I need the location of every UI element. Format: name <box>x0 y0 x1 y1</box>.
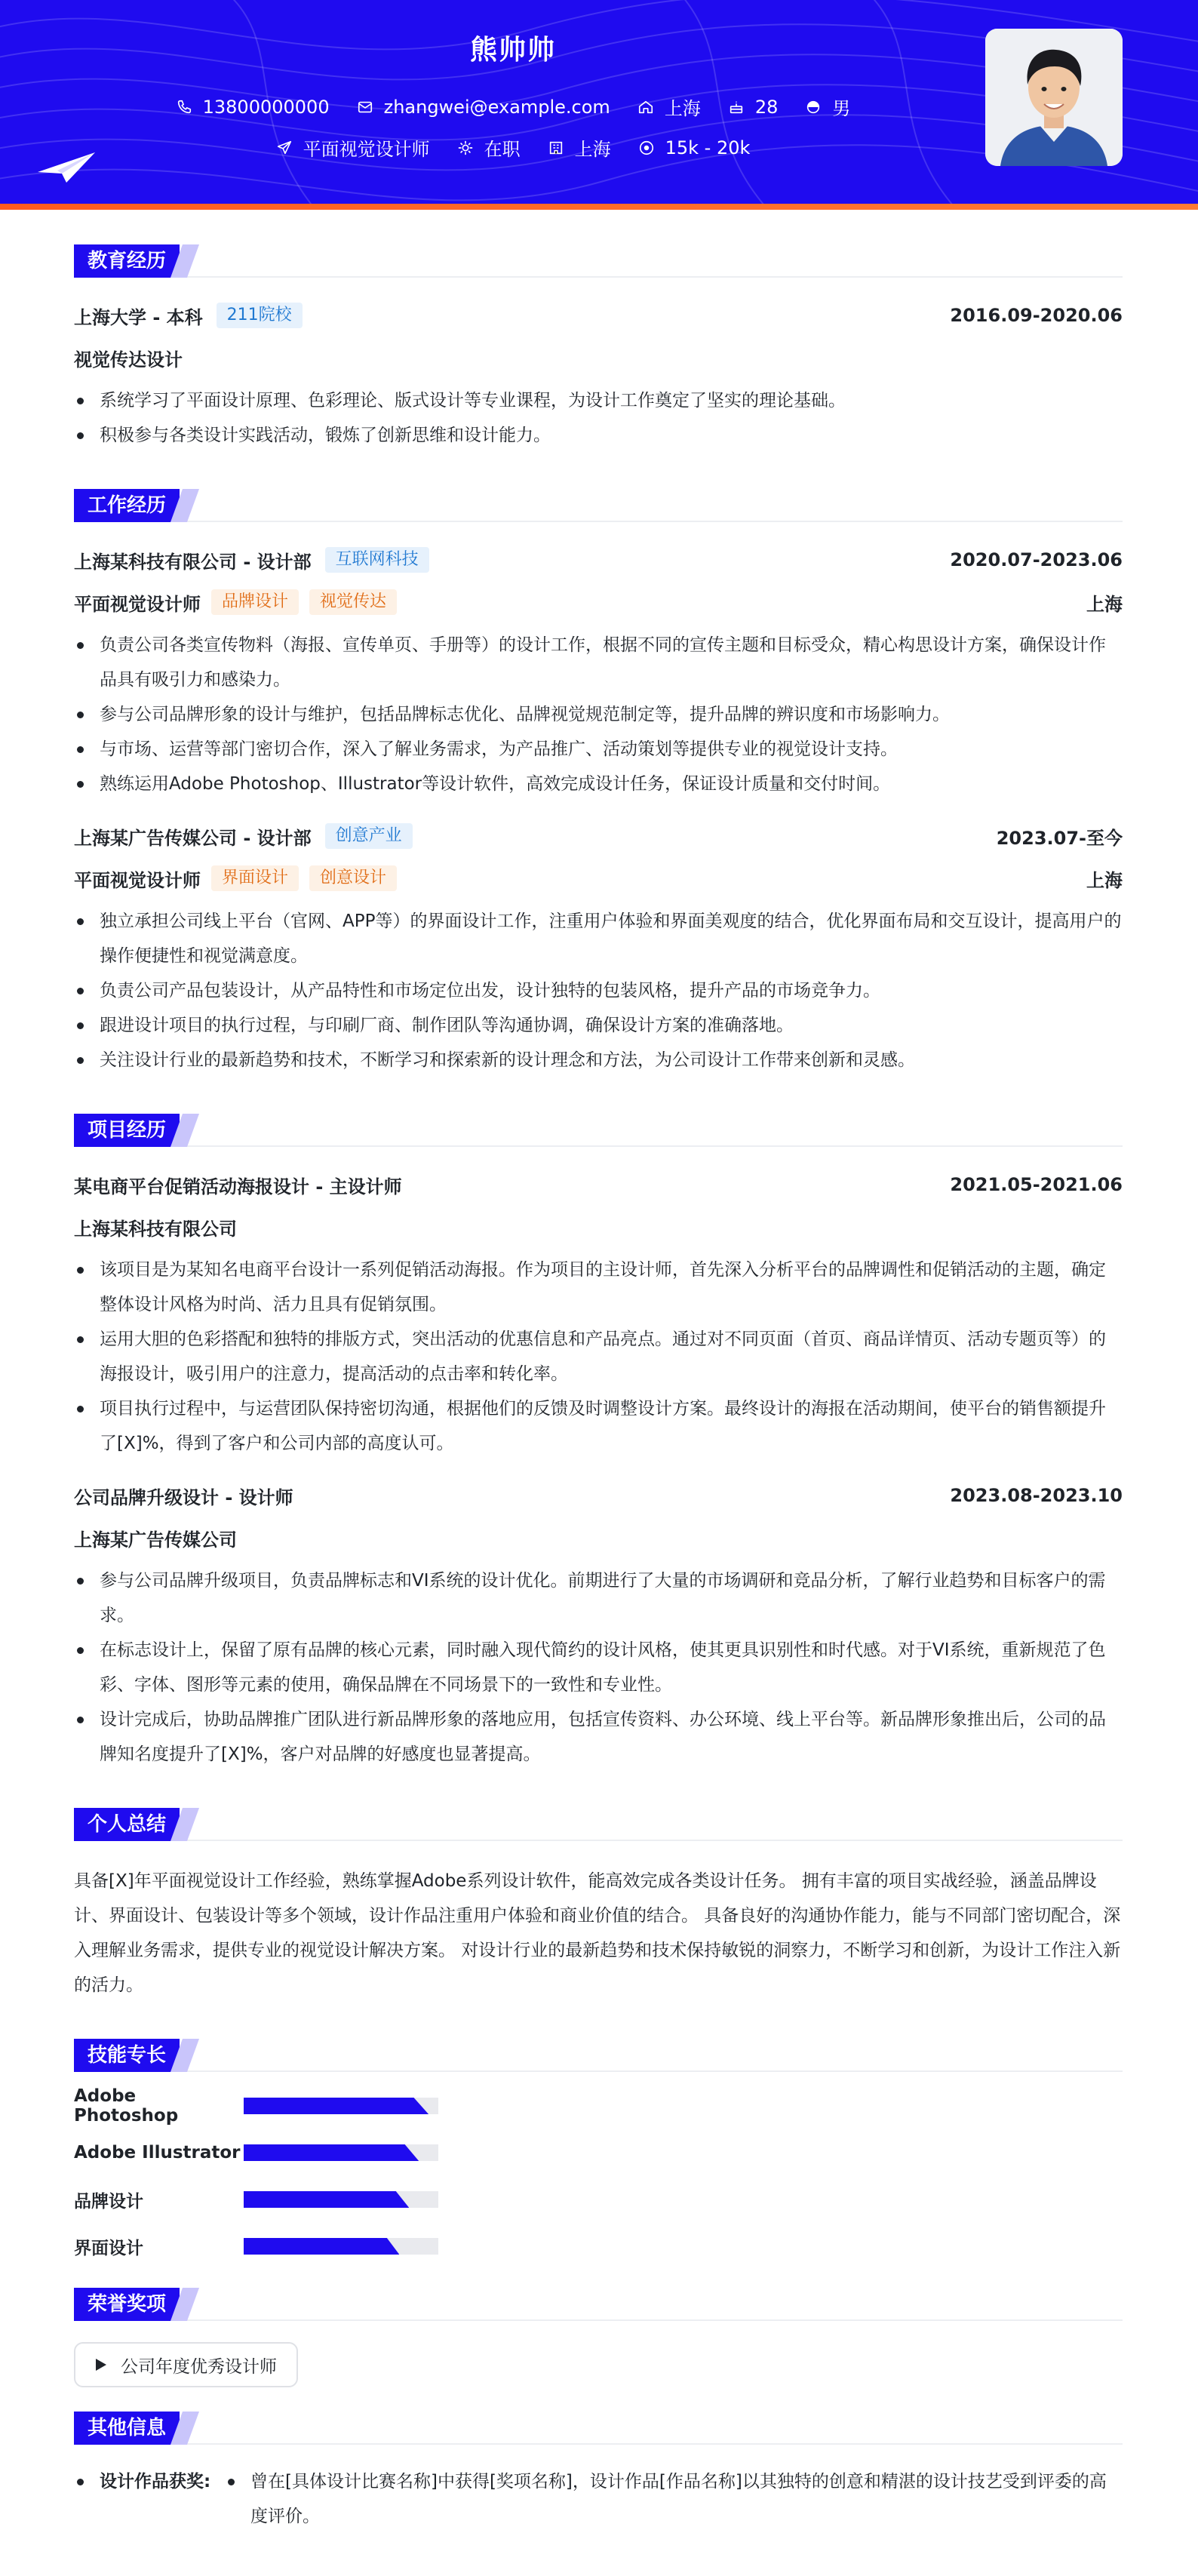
title-row <box>74 863 1123 893</box>
skill-bar <box>244 2238 438 2255</box>
section-title: 其他信息 <box>74 2412 180 2445</box>
phone-item <box>176 97 330 118</box>
section-header <box>74 2036 1123 2072</box>
list-item: 运用大胆的色彩搭配和独特的排版方式，突出活动的优惠信息和产品亮点。通过对不同页面（首页、商品详情页、活动专题页等）的海报设计，吸引用户的注意力，提高活动的点击率和转化率。 <box>74 1322 1123 1391</box>
age-text: 28 <box>754 96 779 118</box>
work-location: 上海 <box>1086 869 1123 891</box>
job-title: 平面视觉设计师 <box>74 593 201 615</box>
skills-grid <box>74 2083 1123 2270</box>
list-item: 与市场、运营等部门密切合作，深入了解业务需求，为产品推广、活动策划等提供专业的视觉设计支持。 <box>74 732 1123 767</box>
skill-bar <box>244 2191 438 2208</box>
major-name: 视觉传达设计 <box>74 349 183 370</box>
email-text: zhangwei@example.com <box>383 96 610 118</box>
building-icon <box>548 140 564 156</box>
skill-fill <box>244 2191 409 2208</box>
industry-tag: 互联网科技 <box>325 547 429 573</box>
summary-text: 具备[X]年平面视觉设计工作经验，熟练掌握Adobe系列设计软件，能高效完成各类设计任务。 拥有丰富的项目实战经验，涵盖品牌设计、界面设计、包装设计等多个领域，设计作品注重用户体验和商业价值的结合。 具备良好的沟通协作能力，能与不同部门密切配合，深入理解业务需求，提供专业的视觉设计解决方案。 对设计行业的最新趋势和技术保持敏锐的洞察力，不断学习和创新，为设计工作注入新的活力。 <box>74 1871 1121 1995</box>
list-item: 跟进设计项目的执行过程，与印刷厂商、制作团队等沟通协调，确保设计方案的准确落地。 <box>74 1008 1123 1043</box>
section-header <box>74 1111 1123 1147</box>
paper-plane-icon <box>36 149 97 186</box>
project-company: 上海某科技有限公司 <box>74 1218 237 1240</box>
list-item: 独立承担公司线上平台（官网、APP等）的界面设计工作，注重用户体验和界面美观度的结合，优化界面布局和交互设计，提高用户的操作便捷性和视觉满意度。 <box>74 904 1123 973</box>
work-bullets <box>74 904 1123 1077</box>
salary-text: 15k - 20k <box>665 137 751 158</box>
position-text: 平面视觉设计师 <box>303 139 430 160</box>
company-name: 上海某广告传媒公司 - 设计部 <box>74 827 312 849</box>
list-item: 参与公司品牌形象的设计与维护，包括品牌标志优化、品牌视觉规范制定等，提升品牌的辨识度和市场影响力。 <box>74 697 1123 732</box>
skill-bar <box>244 2144 438 2161</box>
industry-tag: 创意产业 <box>325 823 413 849</box>
school-name: 上海大学 - 本科 <box>74 306 203 328</box>
section-header <box>74 2408 1123 2445</box>
project-company-row <box>74 1523 1123 1553</box>
project-row <box>74 1480 1123 1511</box>
company-name: 上海某科技有限公司 - 设计部 <box>74 551 312 573</box>
status-item <box>457 134 521 161</box>
phone-icon <box>176 99 192 115</box>
skill-tag: 创意设计 <box>309 865 397 891</box>
work-location: 上海 <box>1086 593 1123 615</box>
skill-name: 界面设计 <box>74 2238 143 2258</box>
education-section <box>74 241 1123 453</box>
city-item <box>637 94 701 120</box>
gender-icon <box>805 99 822 115</box>
education-bullets <box>74 383 1123 453</box>
project-company: 上海某广告传媒公司 <box>74 1529 237 1551</box>
email-item <box>357 97 610 118</box>
section-header <box>74 2285 1123 2321</box>
project-name: 公司品牌升级设计 - 设计师 <box>74 1486 293 1508</box>
skill-tag: 界面设计 <box>211 865 299 891</box>
list-item: 系统学习了平面设计原理、色彩理论、版式设计等专业课程，为设计工作奠定了坚实的理论基础。 <box>74 383 1123 418</box>
project-name: 某电商平台促销活动海报设计 - 主设计师 <box>74 1176 402 1197</box>
list-item: 积极参与各类设计实践活动，锻炼了创新思维和设计能力。 <box>74 418 1123 453</box>
skill-fill <box>244 2238 399 2255</box>
status-icon <box>457 140 474 156</box>
play-icon <box>95 2358 107 2372</box>
list-item: 负责公司产品包装设计，从产品特性和市场定位出发，设计独特的包装风格，提升产品的市场竞争力。 <box>74 973 1123 1008</box>
other-section <box>74 2408 1123 2534</box>
other-item <box>74 2464 1123 2534</box>
city-text: 上海 <box>664 98 701 119</box>
section-header <box>74 241 1123 278</box>
project-entry <box>74 1480 1123 1772</box>
section-header <box>74 1805 1123 1841</box>
education-date: 2016.09-2020.06 <box>950 305 1123 326</box>
skills-section <box>74 2036 1123 2270</box>
salary-item <box>638 137 751 158</box>
company-row <box>74 545 1123 575</box>
skill-fill <box>244 2144 419 2161</box>
skill-item <box>74 2176 606 2223</box>
skill-tag: 品牌设计 <box>211 589 299 615</box>
skill-name: Adobe Illustrator <box>74 2143 241 2163</box>
list-item: 负责公司各类宣传物料（海报、宣传单页、手册等）的设计工作，根据不同的宣传主题和目标受众，精心构思设计方案，确保设计作品具有吸引力和感染力。 <box>74 628 1123 697</box>
job-title: 平面视觉设计师 <box>74 869 201 891</box>
work-date: 2023.07-至今 <box>996 827 1123 849</box>
age-item <box>728 97 779 118</box>
award-item <box>74 2342 298 2387</box>
expected-city-text: 上海 <box>574 139 611 160</box>
candidate-name: 熊帅帅 <box>469 35 556 66</box>
position-item <box>276 134 430 161</box>
section-title: 教育经历 <box>74 244 180 278</box>
home-icon <box>637 99 654 115</box>
project-company-row <box>74 1212 1123 1242</box>
skill-fill <box>244 2098 429 2114</box>
skill-item <box>74 2223 606 2270</box>
send-icon <box>276 140 293 156</box>
list-item: 在标志设计上，保留了原有品牌的核心元素，同时融入现代简约的设计风格，使其更具识别性和时代感。对于VI系统，重新规范了色彩、字体、图形等元素的使用，确保品牌在不同场景下的一致性和专业性。 <box>74 1633 1123 1702</box>
section-title: 技能专长 <box>74 2039 180 2072</box>
project-bullets <box>74 1563 1123 1772</box>
list-item: 设计完成后，协助品牌推广团队进行新品牌形象的落地应用，包括宣传资料、办公环境、线上平台等。新品牌形象推出后，公司的品牌知名度提升了[X]%，客户对品牌的好感度也显著提高。 <box>74 1702 1123 1772</box>
list-item: 项目执行过程中，与运营团队保持密切沟通，根据他们的反馈及时调整设计方案。最终设计的海报在活动期间，使平台的销售额提升了[X]%，得到了客户和公司内部的高度认可。 <box>74 1391 1123 1461</box>
work-bullets <box>74 628 1123 801</box>
resume-header <box>0 0 1198 204</box>
award-name: 公司年度优秀设计师 <box>121 2356 277 2377</box>
project-entry <box>74 1170 1123 1461</box>
section-header <box>74 486 1123 522</box>
section-title: 荣誉奖项 <box>74 2288 180 2321</box>
skill-tag: 视觉传达 <box>309 589 397 615</box>
contact-row <box>0 94 1026 120</box>
work-section <box>74 486 1123 1077</box>
project-date: 2023.08-2023.10 <box>950 1485 1123 1506</box>
projects-section <box>74 1111 1123 1772</box>
avatar <box>985 29 1123 166</box>
title-row <box>74 587 1123 617</box>
skill-name: 品牌设计 <box>74 2191 143 2212</box>
work-entry <box>74 545 1123 801</box>
company-row <box>74 821 1123 851</box>
gender-text: 男 <box>832 98 851 119</box>
section-title: 项目经历 <box>74 1114 180 1147</box>
resume-content <box>74 241 1123 2534</box>
phone-text: 13800000000 <box>202 96 330 118</box>
section-title: 工作经历 <box>74 489 180 522</box>
status-text: 在职 <box>484 139 521 160</box>
job-intent-row <box>0 134 1026 161</box>
project-date: 2021.05-2021.06 <box>950 1174 1123 1195</box>
skill-item <box>74 2083 606 2129</box>
expected-city-item <box>548 134 611 161</box>
other-label: 设计作品获奖: <box>74 2464 225 2534</box>
gender-item <box>805 94 850 120</box>
work-entry <box>74 821 1123 1077</box>
summary-section <box>74 1805 1123 2003</box>
section-title: 个人总结 <box>74 1808 180 1841</box>
awards-section <box>74 2285 1123 2387</box>
list-item: 关注设计行业的最新趋势和技术，不断学习和探索新的设计理念和方法，为公司设计工作带来创新和灵感。 <box>74 1043 1123 1077</box>
mail-icon <box>357 99 373 115</box>
skill-name: Adobe Photoshop <box>74 2086 179 2126</box>
header-accent-bar <box>0 204 1198 210</box>
list-item: 该项目是为某知名电商平台设计一系列促销活动海报。作为项目的主设计师，首先深入分析平台的品牌调性和促销活动的主题，确定整体设计风格为时尚、活力且具有促销氛围。 <box>74 1253 1123 1322</box>
education-row <box>74 300 1123 330</box>
list-item: 熟练运用Adobe Photoshop、Illustrator等设计软件，高效完成设计任务，保证设计质量和交付时间。 <box>74 767 1123 801</box>
cake-icon <box>728 99 745 115</box>
skill-bar <box>244 2098 438 2114</box>
list-item: 参与公司品牌升级项目，负责品牌标志和VI系统的设计优化。前期进行了大量的市场调研和竞品分析，了解行业趋势和目标客户的需求。 <box>74 1563 1123 1633</box>
avatar-portrait <box>985 29 1123 166</box>
skill-item <box>74 2129 606 2176</box>
money-icon <box>638 140 655 156</box>
work-date: 2020.07-2023.06 <box>950 549 1123 570</box>
school-tag: 211院校 <box>217 303 303 328</box>
project-row <box>74 1170 1123 1200</box>
project-bullets <box>74 1253 1123 1461</box>
other-text: 曾在[具体设计比赛名称]中获得[奖项名称]，设计作品[作品名称]以其独特的创意和精湛的设计技艺受到评委的高度评价。 <box>225 2464 1123 2534</box>
major-row <box>74 343 1123 373</box>
